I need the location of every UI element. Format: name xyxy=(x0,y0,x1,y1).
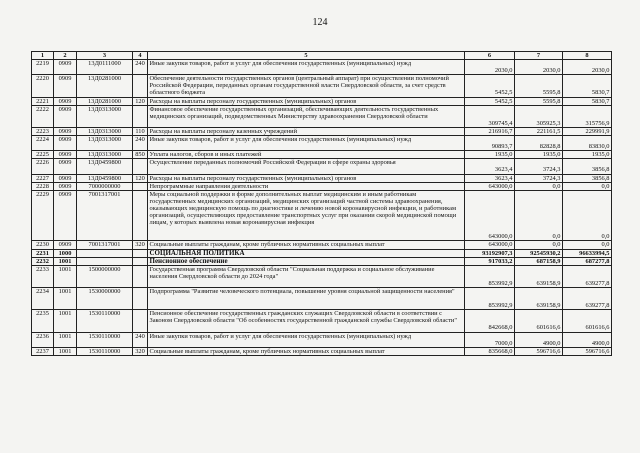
amount-2022-cell: 853992,9 xyxy=(465,265,515,287)
description-cell: Осуществление переданных полномочий Российской Федерации в сфере охраны здоровья xyxy=(148,159,465,174)
table-row xyxy=(32,105,612,127)
page-number: 124 xyxy=(312,17,328,28)
amount-2022-cell: 917033,2 xyxy=(465,257,515,265)
amount-2024-cell: 229991,9 xyxy=(563,127,612,135)
amount-2023-cell: 3724,3 xyxy=(515,159,563,174)
amount-2022-cell: 93192907,3 xyxy=(465,249,515,257)
description-cell: Расходы на выплаты персоналу государственных (муниципальных) органов xyxy=(148,97,465,105)
section-code-cell: 0909 xyxy=(54,151,77,159)
target-article-cell: 1530000000 xyxy=(77,287,133,309)
amount-2024-cell: 3856,8 xyxy=(563,174,612,182)
amount-2024-cell: 5830,7 xyxy=(563,97,612,105)
amount-2023-cell: 687158,9 xyxy=(515,257,563,265)
target-article-cell: 13Д0313000 xyxy=(77,151,133,159)
target-article-cell: 7000000000 xyxy=(77,182,133,190)
amount-2024-cell: 687277,8 xyxy=(563,257,612,265)
amount-2023-cell: 596716,6 xyxy=(515,347,563,355)
target-article-cell: 1530110000 xyxy=(77,332,133,347)
section-code-cell: 0909 xyxy=(54,182,77,190)
amount-2022-cell: 3623,4 xyxy=(465,174,515,182)
amount-2022-cell: 853992,9 xyxy=(465,287,515,309)
description-cell: Пенсионное обеспечение xyxy=(148,257,465,265)
row-number-cell: 2222 xyxy=(32,105,54,127)
target-article-cell: 13Д0313000 xyxy=(77,105,133,127)
amount-2024-cell: 96633994,5 xyxy=(563,249,612,257)
description-cell: Иные закупки товаров, работ и услуг для обеспечения государственных (муниципальных) нужд xyxy=(148,136,465,151)
row-number-cell: 2233 xyxy=(32,265,54,287)
expense-type-cell xyxy=(133,190,148,241)
section-code-cell: 0909 xyxy=(54,127,77,135)
section-code-cell: 0909 xyxy=(54,190,77,241)
row-number-cell: 2227 xyxy=(32,174,54,182)
section-code-cell: 1001 xyxy=(54,257,77,265)
expense-type-cell xyxy=(133,105,148,127)
expense-type-cell: 320 xyxy=(133,347,148,355)
description-cell: Непрограммные направления деятельности xyxy=(148,182,465,190)
target-article-cell: 13Д0459800 xyxy=(77,174,133,182)
description-cell: Государственная программа Свердловской области "Социальная поддержка и социальное обслуживание населения Свердловской области до 2024 года" xyxy=(148,265,465,287)
target-article-cell: 13Д0313000 xyxy=(77,136,133,151)
row-number-cell: 2221 xyxy=(32,97,54,105)
amount-2024-cell: 0,0 xyxy=(563,190,612,241)
expense-type-cell: 120 xyxy=(133,174,148,182)
table-row xyxy=(32,151,612,159)
expense-type-cell: 240 xyxy=(133,332,148,347)
target-article-cell xyxy=(77,249,133,257)
table-row xyxy=(32,97,612,105)
amount-2024-cell: 0,0 xyxy=(563,241,612,249)
table-row xyxy=(32,127,612,135)
expense-type-cell xyxy=(133,249,148,257)
table-row xyxy=(32,287,612,309)
description-cell: Финансовое обеспечение государственных организаций, обеспечивающих деятельность государственных медицинских организаций, подведомственных Министерству здравоохранения Свердловской области xyxy=(148,105,465,127)
section-code-cell: 0909 xyxy=(54,60,77,75)
amount-2024-cell: 2030,0 xyxy=(563,60,612,75)
row-number-cell: 2219 xyxy=(32,60,54,75)
target-article-cell: 13Д0459800 xyxy=(77,159,133,174)
amount-2024-cell: 4900,0 xyxy=(563,332,612,347)
amount-2023-cell: 4900,0 xyxy=(515,332,563,347)
section-code-cell: 1001 xyxy=(54,265,77,287)
amount-2022-cell: 90893,7 xyxy=(465,136,515,151)
amount-2022-cell: 3623,4 xyxy=(465,159,515,174)
row-number-cell: 2234 xyxy=(32,287,54,309)
target-article-cell: 1530110000 xyxy=(77,347,133,355)
target-article-cell: 1530110000 xyxy=(77,310,133,332)
table-row xyxy=(32,347,612,355)
amount-2023-cell: 5595,8 xyxy=(515,75,563,97)
amount-2022-cell: 2030,0 xyxy=(465,60,515,75)
expense-type-cell: 240 xyxy=(133,136,148,151)
section-code-cell: 1001 xyxy=(54,347,77,355)
header-cell: 5 xyxy=(148,52,465,60)
description-cell: Иные закупки товаров, работ и услуг для обеспечения государственных (муниципальных) нужд xyxy=(148,332,465,347)
section-code-cell: 0909 xyxy=(54,75,77,97)
amount-2023-cell: 221161,5 xyxy=(515,127,563,135)
amount-2022-cell: 5452,5 xyxy=(465,97,515,105)
expense-type-cell xyxy=(133,287,148,309)
amount-2024-cell: 0,0 xyxy=(563,182,612,190)
description-cell: Расходы на выплаты персоналу казенных учреждений xyxy=(148,127,465,135)
target-article-cell: 1500000000 xyxy=(77,265,133,287)
description-cell: Расходы на выплаты персоналу государственных (муниципальных) органов xyxy=(148,174,465,182)
target-article-cell: 13Д0281000 xyxy=(77,97,133,105)
row-number-cell: 2230 xyxy=(32,241,54,249)
section-code-cell: 1001 xyxy=(54,287,77,309)
section-code-cell: 1000 xyxy=(54,249,77,257)
amount-2024-cell: 601616,6 xyxy=(563,310,612,332)
section-code-cell: 1001 xyxy=(54,310,77,332)
amount-2024-cell: 639277,8 xyxy=(563,265,612,287)
row-number-cell: 2226 xyxy=(32,159,54,174)
expense-type-cell: 110 xyxy=(133,127,148,135)
table-row xyxy=(32,60,612,75)
header-cell: 6 xyxy=(465,52,515,60)
description-cell: Обеспечение деятельности государственных органов (центральный аппарат) при осуществлении полномочий Российской Федерации, переданных органам государственной власти Свердловской области, за счет средств областного бюджета xyxy=(148,75,465,97)
target-article-cell: 7001317001 xyxy=(77,241,133,249)
expense-type-cell: 120 xyxy=(133,97,148,105)
amount-2023-cell: 639158,9 xyxy=(515,265,563,287)
amount-2023-cell: 601616,6 xyxy=(515,310,563,332)
amount-2023-cell: 82828,8 xyxy=(515,136,563,151)
expense-type-cell xyxy=(133,75,148,97)
amount-2023-cell: 0,0 xyxy=(515,190,563,241)
amount-2022-cell: 643000,0 xyxy=(465,241,515,249)
amount-2024-cell: 639277,8 xyxy=(563,287,612,309)
description-cell: Меры социальной поддержки в форме дополнительных выплат медицинским и иным работникам государственных медицинских организаций, медицинских организаций частной системы здравоохранения, оказывающих медицинскую помощь по диагностике и лечению новой коронавирусной инфекции, и работникам организаций, осуществляющих предоставление транспортных услуг при оказании скорой медицинской помощи лицам, у которых выявлена новая коронавирусная инфекция xyxy=(148,190,465,241)
description-cell: Социальные выплаты гражданам, кроме публичных нормативных социальных выплат xyxy=(148,241,465,249)
section-code-cell: 0909 xyxy=(54,136,77,151)
header-cell: 7 xyxy=(515,52,563,60)
expense-type-cell: 850 xyxy=(133,151,148,159)
row-number-cell: 2235 xyxy=(32,310,54,332)
header-cell: 4 xyxy=(133,52,148,60)
target-article-cell xyxy=(77,257,133,265)
expense-type-cell: 320 xyxy=(133,241,148,249)
amount-2022-cell: 7000,0 xyxy=(465,332,515,347)
amount-2023-cell: 1935,0 xyxy=(515,151,563,159)
table-row xyxy=(32,310,612,332)
section-code-cell: 0909 xyxy=(54,159,77,174)
budget-table xyxy=(31,51,612,356)
table-row xyxy=(32,249,612,257)
section-code-cell: 1001 xyxy=(54,332,77,347)
table-row xyxy=(32,332,612,347)
amount-2022-cell: 216916,7 xyxy=(465,127,515,135)
header-cell: 1 xyxy=(32,52,54,60)
expense-type-cell xyxy=(133,257,148,265)
row-number-cell: 2223 xyxy=(32,127,54,135)
expense-type-cell xyxy=(133,159,148,174)
amount-2023-cell: 305925,3 xyxy=(515,105,563,127)
expense-type-cell xyxy=(133,182,148,190)
header-cell: 3 xyxy=(77,52,133,60)
table-row xyxy=(32,190,612,241)
description-cell: Социальные выплаты гражданам, кроме публичных нормативных социальных выплат xyxy=(148,347,465,355)
target-article-cell: 13Д0281000 xyxy=(77,75,133,97)
table-row xyxy=(32,182,612,190)
amount-2022-cell: 842668,0 xyxy=(465,310,515,332)
expense-type-cell xyxy=(133,265,148,287)
table-header-row xyxy=(32,52,612,60)
amount-2024-cell: 83830,0 xyxy=(563,136,612,151)
amount-2024-cell: 315756,9 xyxy=(563,105,612,127)
row-number-cell: 2228 xyxy=(32,182,54,190)
amount-2023-cell: 3724,3 xyxy=(515,174,563,182)
row-number-cell: 2232 xyxy=(32,257,54,265)
row-number-cell: 2220 xyxy=(32,75,54,97)
description-cell: Пенсионное обеспечение государственных гражданских служащих Свердловской области в соответствии с Законом Свердловской области "Об особенностях государственной гражданской службы Свердловской области" xyxy=(148,310,465,332)
row-number-cell: 2224 xyxy=(32,136,54,151)
amount-2022-cell: 309745,4 xyxy=(465,105,515,127)
amount-2024-cell: 3856,8 xyxy=(563,159,612,174)
row-number-cell: 2237 xyxy=(32,347,54,355)
description-cell: Уплата налогов, сборов и иных платежей xyxy=(148,151,465,159)
row-number-cell: 2236 xyxy=(32,332,54,347)
header-cell: 2 xyxy=(54,52,77,60)
table-row xyxy=(32,75,612,97)
amount-2023-cell: 0,0 xyxy=(515,241,563,249)
description-cell: СОЦИАЛЬНАЯ ПОЛИТИКА xyxy=(148,249,465,257)
amount-2023-cell: 92545930,2 xyxy=(515,249,563,257)
amount-2023-cell: 5595,8 xyxy=(515,97,563,105)
amount-2022-cell: 5452,5 xyxy=(465,75,515,97)
section-code-cell: 0909 xyxy=(54,105,77,127)
table-row xyxy=(32,265,612,287)
amount-2024-cell: 5830,7 xyxy=(563,75,612,97)
amount-2022-cell: 1935,0 xyxy=(465,151,515,159)
table-row xyxy=(32,257,612,265)
target-article-cell: 13Д0111000 xyxy=(77,60,133,75)
section-code-cell: 0909 xyxy=(54,174,77,182)
header-cell: 8 xyxy=(563,52,612,60)
amount-2023-cell: 2030,0 xyxy=(515,60,563,75)
description-cell: Подпрограмма "Развитие человеческого потенциала, повышение уровня социальной защищенности населения" xyxy=(148,287,465,309)
amount-2023-cell: 639158,9 xyxy=(515,287,563,309)
amount-2022-cell: 643000,0 xyxy=(465,190,515,241)
row-number-cell: 2225 xyxy=(32,151,54,159)
expense-type-cell xyxy=(133,310,148,332)
table-row xyxy=(32,174,612,182)
amount-2022-cell: 643000,0 xyxy=(465,182,515,190)
table-row xyxy=(32,241,612,249)
target-article-cell: 13Д0313000 xyxy=(77,127,133,135)
amount-2022-cell: 835668,0 xyxy=(465,347,515,355)
table-row xyxy=(32,159,612,174)
row-number-cell: 2231 xyxy=(32,249,54,257)
amount-2023-cell: 0,0 xyxy=(515,182,563,190)
amount-2024-cell: 596716,6 xyxy=(563,347,612,355)
section-code-cell: 0909 xyxy=(54,241,77,249)
table-row xyxy=(32,136,612,151)
amount-2024-cell: 1935,0 xyxy=(563,151,612,159)
expense-type-cell: 240 xyxy=(133,60,148,75)
target-article-cell: 7001317001 xyxy=(77,190,133,241)
section-code-cell: 0909 xyxy=(54,97,77,105)
description-cell: Иные закупки товаров, работ и услуг для обеспечения государственных (муниципальных) нужд xyxy=(148,60,465,75)
row-number-cell: 2229 xyxy=(32,190,54,241)
